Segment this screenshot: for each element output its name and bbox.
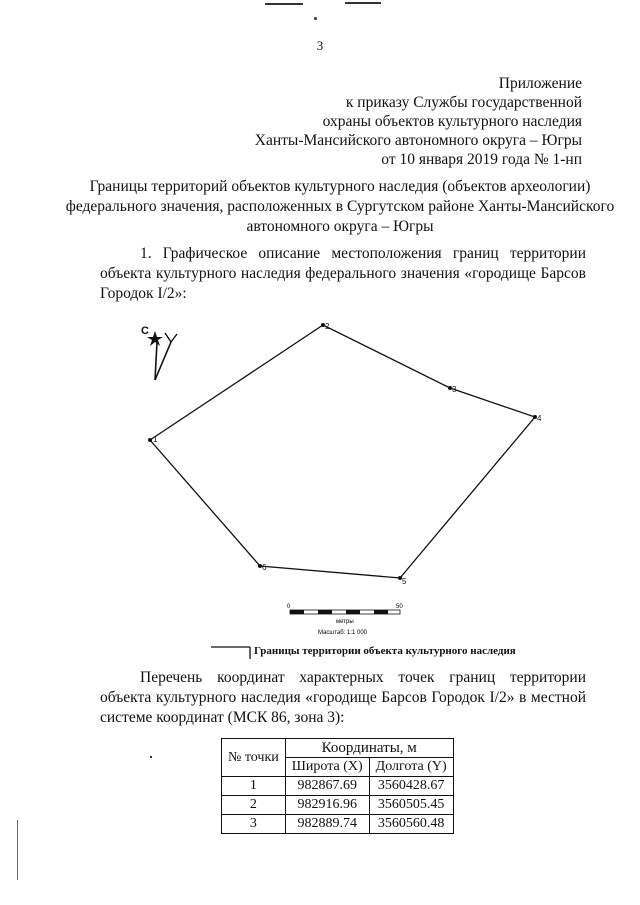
boundary-points bbox=[148, 323, 537, 580]
paragraph-graphic-description: 1. Графическое описание местоположения границ территории объекта культурного наследия федерального значения «городище Барсов Городок I/2»: bbox=[100, 245, 586, 302]
point-label: 5 bbox=[402, 577, 407, 586]
cell-y: 3560505.45 bbox=[369, 796, 453, 815]
point-label: 6 bbox=[262, 563, 267, 572]
table-row bbox=[222, 815, 454, 834]
cell-point: 1 bbox=[222, 777, 286, 796]
scan-mark bbox=[17, 820, 18, 880]
header-coordinates: Координаты, м bbox=[285, 739, 453, 758]
cell-point: 2 bbox=[222, 796, 286, 815]
appendix-line: от 10 января 2019 года № 1-нп bbox=[381, 151, 582, 168]
page-number: 3 bbox=[316, 38, 324, 53]
scale-text: Масштаб: 1:1 000 bbox=[318, 630, 368, 636]
appendix-line: Ханты-Мансийского автономного округа – Югры bbox=[254, 132, 582, 149]
scale-zero-label: 0 bbox=[287, 604, 291, 610]
north-label: С bbox=[141, 325, 149, 337]
cell-x: 982867.69 bbox=[285, 777, 369, 796]
cell-x: 982916.96 bbox=[285, 796, 369, 815]
document-title: Границы территорий объектов культурного наследия (объектов археологии) федерального значения, расположенных в Сургутском районе Ханты-Мансийского автономного округа – Югры bbox=[65, 178, 615, 235]
point-label: 3 bbox=[452, 385, 457, 394]
scan-mark bbox=[150, 756, 152, 758]
boundary-line bbox=[150, 325, 535, 578]
boundary-point bbox=[148, 438, 152, 442]
legend-label: Границы территории объекта культурного наследия bbox=[254, 645, 516, 657]
table-row bbox=[222, 777, 454, 796]
cell-x: 982889.74 bbox=[285, 815, 369, 834]
point-label: 4 bbox=[537, 414, 542, 423]
coordinates-table bbox=[221, 738, 454, 834]
point-label: 2 bbox=[325, 322, 330, 331]
point-label: 1 bbox=[153, 435, 158, 444]
north-arrow-icon bbox=[141, 325, 177, 380]
cell-y: 3560428.67 bbox=[369, 777, 453, 796]
cell-y: 3560560.48 bbox=[369, 815, 453, 834]
appendix-line: охраны объектов культурного наследия bbox=[322, 113, 582, 130]
header-point: № точки bbox=[222, 739, 286, 777]
header-longitude: Долгота (Y) bbox=[369, 758, 453, 777]
scale-bar bbox=[287, 604, 403, 636]
appendix-line: к приказу Службы государственной bbox=[345, 94, 582, 111]
header-latitude: Широта (X) bbox=[285, 758, 369, 777]
cell-point: 3 bbox=[222, 815, 286, 834]
table-row bbox=[222, 796, 454, 815]
appendix-line: Приложение bbox=[498, 75, 582, 92]
scale-unit-label: метры bbox=[336, 619, 354, 625]
scale-max-label: 50 bbox=[396, 604, 403, 610]
paragraph-coordinates-list: Перечень координат характерных точек границ территории объекта культурного наследия «городище Барсов Городок I/2» в местной системе координат (МСК 86, зона 3): bbox=[100, 669, 586, 726]
